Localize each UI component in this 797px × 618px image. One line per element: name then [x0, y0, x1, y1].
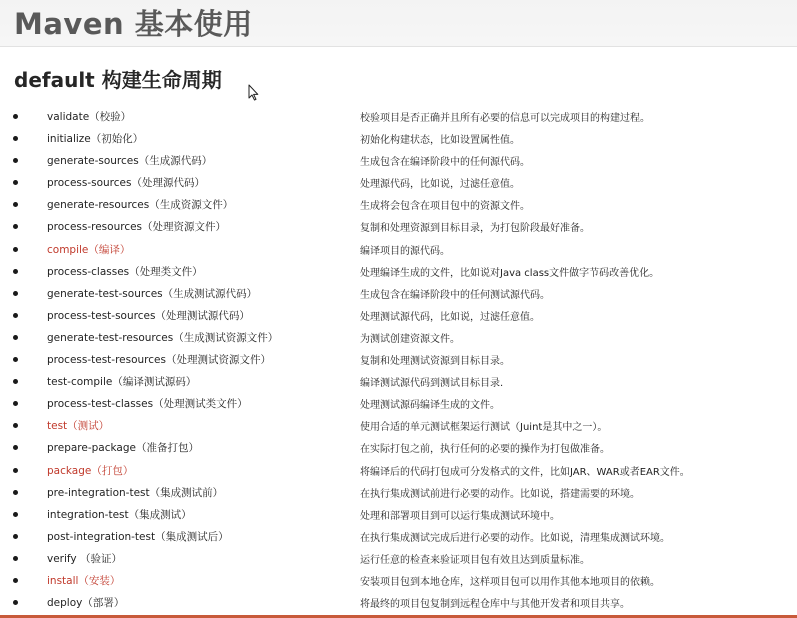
phase-name: process-test-sources（处理测试源代码）	[47, 309, 250, 322]
phase-row	[0, 349, 797, 371]
slide-title: Maven 基本使用	[14, 7, 253, 41]
phase-row	[0, 592, 797, 614]
lifecycle-phase-list	[0, 106, 797, 614]
phase-name: prepare-package（准备打包）	[47, 442, 199, 455]
phase-name: post-integration-test（集成测试后）	[47, 530, 229, 543]
bullet-icon	[13, 224, 18, 229]
bullet-icon	[13, 291, 18, 296]
bullet-icon	[13, 512, 18, 517]
bullet-icon	[13, 247, 18, 252]
phase-row	[0, 437, 797, 459]
phase-description: 生成将会包含在项目包中的资源文件。	[360, 201, 530, 213]
phase-row	[0, 415, 797, 437]
phase-name: generate-sources（生成源代码）	[47, 155, 213, 168]
phase-row	[0, 106, 797, 128]
bullet-icon	[13, 468, 18, 473]
phase-description: 将编译后的代码打包成可分发格式的文件，比如JAR、WAR或者EAR文件。	[360, 466, 690, 478]
phase-row	[0, 216, 797, 238]
phase-name: test-compile（编译测试源码）	[47, 376, 197, 389]
phase-description: 编译项目的源代码。	[360, 245, 450, 257]
phase-description: 校验项目是否正确并且所有必要的信息可以完成项目的构建过程。	[360, 113, 650, 124]
bullet-icon	[13, 401, 18, 406]
phase-description: 处理编译生成的文件，比如说对Java class文件做字节码改善优化。	[360, 267, 660, 279]
phase-row	[0, 261, 797, 283]
phase-description: 安装项目包到本地仓库，这样项目包可以用作其他本地项目的依赖。	[360, 576, 660, 588]
phase-name: compile（编译）	[47, 243, 131, 256]
bullet-icon	[13, 202, 18, 207]
phase-description: 处理源代码，比如说，过滤任意值。	[360, 179, 520, 191]
title-band	[0, 0, 797, 47]
bullet-icon	[13, 578, 18, 583]
phase-name: process-test-classes（处理测试类文件）	[47, 398, 248, 411]
phase-description: 编译测试源代码到测试目标目录.	[360, 378, 504, 390]
phase-row	[0, 305, 797, 327]
phase-description: 生成包含在编译阶段中的任何测试源代码。	[360, 289, 550, 301]
phase-description: 将最终的项目包复制到远程仓库中与其他开发者和项目共享。	[360, 599, 630, 611]
phase-row	[0, 371, 797, 393]
phase-description: 初始化构建状态，比如设置属性值。	[360, 135, 520, 147]
phase-row	[0, 460, 797, 482]
phase-description: 运行任意的检查来验证项目包有效且达到质量标准。	[360, 554, 590, 566]
phase-name: install（安装）	[47, 574, 121, 587]
phase-name: generate-test-sources（生成测试源代码）	[47, 287, 258, 300]
phase-name: test（测试）	[47, 420, 110, 433]
phase-name: validate（校验）	[47, 111, 132, 123]
bullet-icon	[13, 136, 18, 141]
phase-description: 复制和处理资源到目标目录，为打包阶段最好准备。	[360, 223, 590, 235]
phase-name: process-resources（处理资源文件）	[47, 221, 227, 234]
bullet-icon	[13, 158, 18, 163]
phase-name: pre-integration-test（集成测试前）	[47, 486, 224, 499]
phase-description: 在执行集成测试完成后进行必要的动作。比如说，清理集成测试环境。	[360, 532, 670, 544]
phase-row	[0, 150, 797, 172]
phase-name: deploy（部署）	[47, 597, 125, 610]
phase-row	[0, 526, 797, 548]
mouse-pointer-icon	[248, 84, 259, 101]
phase-row	[0, 393, 797, 415]
section-title: default 构建生命周期	[14, 68, 222, 92]
phase-description: 为测试创建资源文件。	[360, 333, 460, 345]
bullet-icon	[13, 423, 18, 428]
phase-name: package（打包）	[47, 464, 134, 477]
phase-name: verify （验证）	[47, 552, 122, 565]
phase-row	[0, 239, 797, 261]
phase-description: 在实际打包之前，执行任何的必要的操作为打包做准备。	[360, 444, 610, 456]
phase-row	[0, 327, 797, 349]
phase-row	[0, 504, 797, 526]
phase-description: 处理测试源代码，比如说，过滤任意值。	[360, 311, 540, 323]
bullet-icon	[13, 556, 18, 561]
phase-row	[0, 570, 797, 592]
bullet-icon	[13, 180, 18, 185]
phase-name: generate-test-resources（生成测试资源文件）	[47, 331, 279, 344]
phase-description: 处理和部署项目到可以运行集成测试环境中。	[360, 510, 560, 522]
bullet-icon	[13, 269, 18, 274]
phase-name: process-classes（处理类文件）	[47, 265, 203, 278]
phase-name: process-test-resources（处理测试资源文件）	[47, 354, 271, 367]
phase-description: 生成包含在编译阶段中的任何源代码。	[360, 157, 530, 169]
bullet-icon	[13, 313, 18, 318]
phase-name: generate-resources（生成资源文件）	[47, 199, 234, 212]
phase-row	[0, 194, 797, 216]
bullet-icon	[13, 445, 18, 450]
phase-row	[0, 172, 797, 194]
phase-description: 使用合适的单元测试框架运行测试（Juint是其中之一）。	[360, 422, 608, 434]
phase-description: 在执行集成测试前进行必要的动作。比如说，搭建需要的环境。	[360, 488, 640, 500]
bullet-icon	[13, 335, 18, 340]
phase-row	[0, 128, 797, 150]
phase-description: 处理测试源码编译生成的文件。	[360, 400, 500, 412]
bullet-icon	[13, 357, 18, 362]
phase-name: integration-test（集成测试）	[47, 508, 192, 521]
bullet-icon	[13, 534, 18, 539]
phase-row	[0, 482, 797, 504]
bullet-icon	[13, 114, 18, 119]
phase-name: process-sources（处理源代码）	[47, 177, 205, 190]
phase-name: initialize（初始化）	[47, 133, 144, 146]
phase-row	[0, 548, 797, 570]
phase-row	[0, 283, 797, 305]
bullet-icon	[13, 490, 18, 495]
bullet-icon	[13, 600, 18, 605]
phase-description: 复制和处理测试资源到目标目录。	[360, 356, 510, 368]
bullet-icon	[13, 379, 18, 384]
